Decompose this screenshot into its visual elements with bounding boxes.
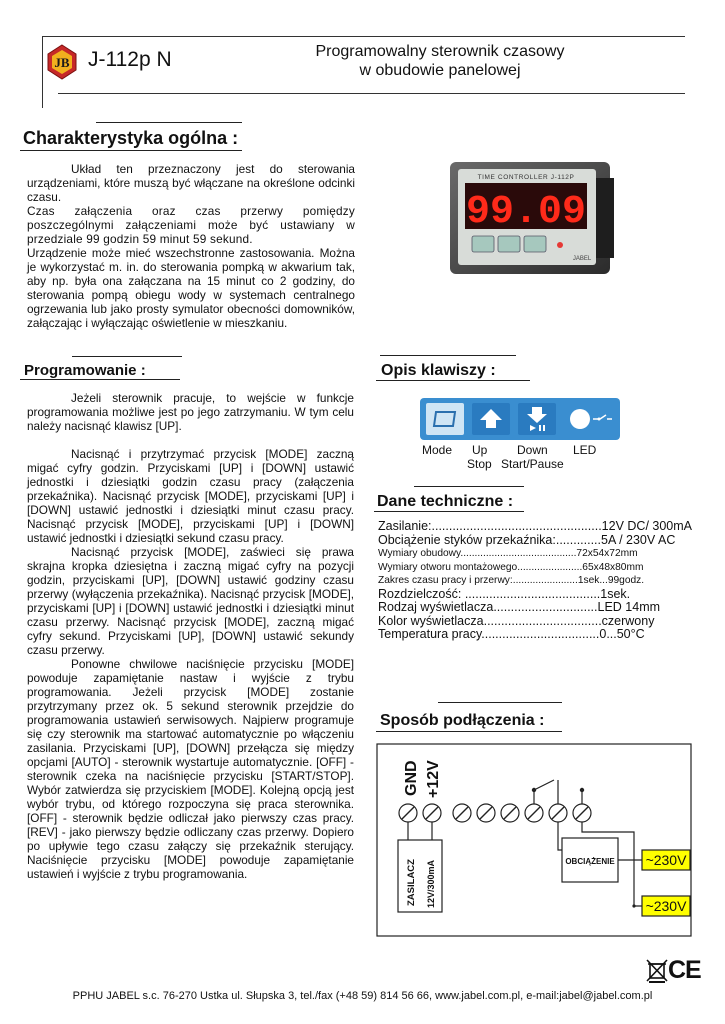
general-text <box>27 162 355 330</box>
jabel-logo-icon <box>47 44 77 80</box>
device-photo <box>448 160 616 278</box>
down-start-pause-key[interactable] <box>518 403 556 435</box>
wiring-diagram <box>376 740 694 940</box>
programming-heading: Programowanie : <box>24 362 146 379</box>
led-indicator-icon <box>568 406 614 432</box>
tech-row: Wymiary obudowy.........................................72x54x72mm <box>378 548 638 559</box>
general-paragraph-3: Urządzenie może mieć wszechstronne zastosowania. Można je wykorzystać m. in. do sterowania pompką w akwarium tak, aby np. była ona załączana na 15 minut co 2 godziny, do sterowania pompą obiegu wody w systemach centralnego ogrzewania lub jako prosty symulator obecności domowników, załączając i wyłączając oświetlenie w mieszkaniu. <box>27 246 355 330</box>
programming-heading-overline <box>72 356 182 357</box>
mains-label-2: ~230V <box>645 898 687 914</box>
keys-heading-overline <box>380 355 516 356</box>
tech-data-list <box>378 520 698 642</box>
mode-label: Mode <box>422 443 453 457</box>
programming-text <box>27 391 354 881</box>
mode-key[interactable] <box>426 403 464 435</box>
device-label-bottom: JABEL <box>572 256 592 262</box>
tech-row: Obciążenie styków przekaźnika:.............5A / 230V AC <box>378 532 676 547</box>
programming-paragraph-3: Nacisnąć przycisk [MODE], zaświeci się prawa skrajna kropka dziesiętna i zaczną migać cyfry na pozycji godzin, przyciskami [UP], [DOWN] ustawić godziny czasu przerwy (wyłączenia przekaźnika). Nacisnąć przycisk [MODE], przyciskami [UP] i [DOWN] ustawić jednostki i dziesiątki minut czasu przerwy. Nacisnąć przycisk [MODE], zaczną migać cyfry sekund. Przyciskami [UP], [DOWN] ustawić sekundy czasu przerwy. <box>27 545 354 657</box>
programming-paragraph-2: Nacisnąć i przytrzymać przycisk [MODE] zaczną migać cyfry godzin. Przyciskami [UP] i [DOWN] ustawić jednostki i dziesiątki godzin czasu pracy (załączenia przekaźnika). Nacisnąć przycisk [MODE], przyciskami [UP] i [DOWN] ustawić jednostki i dziesiątki minut czasu pracy. Nacisnąć przycisk [MODE], przyciskami [UP] i [DOWN] ustawić jednostki i dziesiątki sekund czasu pracy. <box>27 447 354 545</box>
connection-heading: Sposób podłączenia : <box>380 712 545 729</box>
svg-text:JB: JB <box>54 55 70 70</box>
supply-label: ZASILACZ <box>406 859 417 906</box>
device-label-top: TIME CONTROLLER J-112P <box>477 174 575 181</box>
tech-row: Zasilanie:.................................................12V DC/ 300mA <box>378 519 692 533</box>
up-arrow-icon <box>472 403 510 435</box>
footer-contact: PPHU JABEL s.c. 76-270 Ustka ul. Słupska 3, tel./fax (+48 59) 814 56 66, www.jabel.com.pl, e-mail:jabel@jabel.com.pl <box>72 990 653 1002</box>
subtitle-line-2: w obudowie panelowej <box>359 62 521 79</box>
programming-paragraph-1: Jeżeli sterownik pracuje, to wejście w funkcje programowania możliwe jest po jego zatrzymaniu. W tym celu należy nacisnąć klawisz [UP]. <box>27 391 354 433</box>
start-pause-label: Start/Pause <box>501 457 564 471</box>
weee-bin-icon <box>646 958 668 984</box>
load-label: OBCIĄŻENIE <box>565 857 615 866</box>
ce-mark: CE <box>668 956 701 984</box>
device-display: 99.09 <box>465 190 587 235</box>
model-name: J-112p N <box>88 48 172 71</box>
tech-heading-overline <box>414 486 524 487</box>
tech-row: Zakres czasu pracy i przerwy:.......................1sek...99godz. <box>378 575 645 586</box>
tech-row: Wymiary otworu montażowego.......................65x48x80mm <box>378 561 644 573</box>
mains-label-1: ~230V <box>645 852 687 868</box>
tech-row: Temperatura pracy..................................0...50°C <box>378 627 645 641</box>
mode-icon <box>426 403 464 435</box>
programming-heading-underline <box>20 379 180 380</box>
general-heading-underline <box>20 150 242 151</box>
tech-heading-underline <box>374 511 524 512</box>
tech-heading: Dane techniczne : <box>377 493 514 510</box>
up-label: Up <box>472 443 488 457</box>
tech-row: Rodzaj wyświetlacza..............................LED 14mm <box>378 600 661 614</box>
tech-row: Rozdzielczość: .......................................1sek. <box>378 586 631 601</box>
connection-heading-overline <box>438 702 562 703</box>
stop-label: Stop <box>467 457 492 471</box>
general-paragraph-1: Układ ten przeznaczony jest do sterowania urządzeniami, które muszą być włączane na określone odcinki czasu. <box>27 162 355 204</box>
down-play-pause-icon <box>518 403 556 435</box>
led-label: LED <box>573 443 597 457</box>
programming-paragraph-4: Ponowne chwilowe naciśnięcie przycisku [MODE] powoduje zapamiętanie nastaw i wyjście z trybu programowania. Jeżeli przycisk [MODE] zostanie przytrzymany przez ok. 5 sekund sterownik przejdzie do programowania ustawień serwisowych. Najpierw programuje się czy sterownik ma startować automatycznie po włączeniu zasilania. Przyciskami [UP], [DOWN] przełącza się między opcjami [AUTO] - sterownik wystartuje automatycznie. [OFF] - sterownik czeka na naciśnięcie przycisku [START/STOP]. Wybór zatwierdza się przyciskiem [MODE]. Kolejną opcją jest wybór trybu, od którego rozpoczyna się praca sterownika. [OFF] - sterownik będzie odliczał jako pierwszy czas pracy. [REV] - jako pierwszy będzie odliczany czas przerwy. Dopiero po upływie tego czasu załączy się przekaźnik sterujący. Naciśnięcie przycisku [MODE] powoduje zapamiętanie ustawień i wyjście z trybu programowania. <box>27 657 354 881</box>
general-heading: Charakterystyka ogólna : <box>23 128 239 148</box>
general-paragraph-2: Czas załączenia oraz czas przerwy pomiędzy poszczególnymi załączeniami może być ustawiany w przedziale 99 godzin 59 minut 59 sekund. <box>27 204 355 246</box>
subtitle-line-1: Programowalny sterownik czasowy <box>315 43 565 60</box>
general-heading-overline <box>96 122 242 123</box>
led-dot <box>570 409 590 429</box>
up-stop-key[interactable] <box>472 403 510 435</box>
gnd-label: GND <box>403 760 420 796</box>
keys-heading: Opis klawiszy : <box>381 362 496 379</box>
connection-heading-underline <box>376 731 562 732</box>
tech-row: Kolor wyświetlacza..................................czerwony <box>378 613 655 628</box>
down-label: Down <box>517 443 548 457</box>
keys-heading-underline <box>376 380 530 381</box>
plus12-label: +12V <box>425 760 442 798</box>
keypad-panel <box>420 398 620 440</box>
supply-spec-label: 12V/300mA <box>426 859 436 908</box>
page-subtitle <box>250 42 630 80</box>
